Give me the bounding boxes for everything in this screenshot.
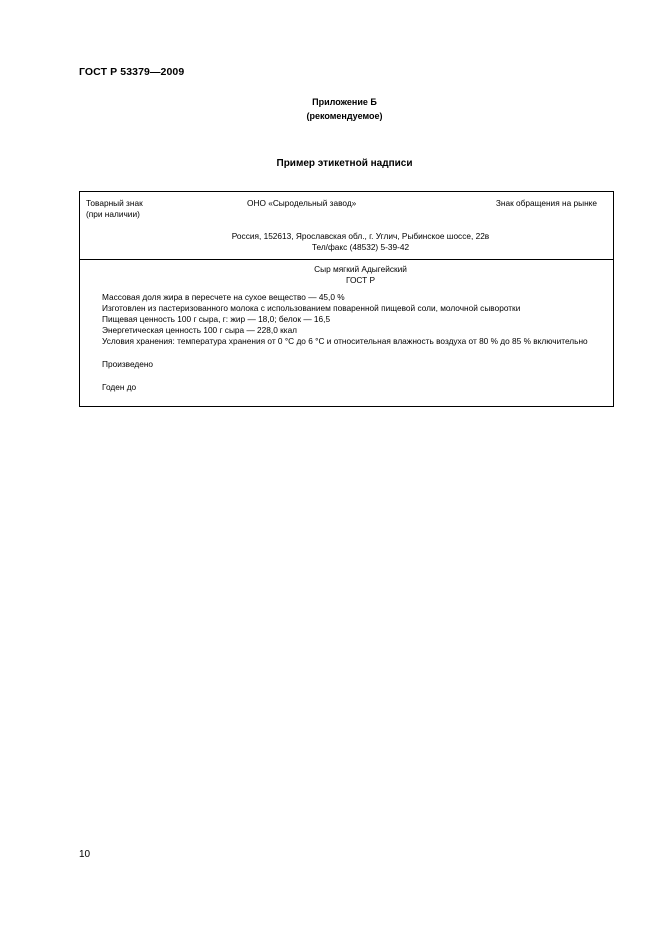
section-title: Пример этикетной надписи [276, 158, 413, 169]
address-line: Россия, 152613, Ярославская обл., г. Углич, Рыбинское шоссе, 22в [231, 231, 490, 241]
page-number: 10 [79, 849, 91, 860]
product-properties [87, 292, 606, 347]
market-mark: Знак обращения на рынке [495, 198, 597, 208]
label-body [80, 260, 613, 393]
product-name: Сыр мягкий Адыгейский [314, 264, 407, 274]
product-standard: ГОСТ Р [345, 275, 376, 285]
annex-title: Приложение Б [312, 97, 377, 107]
phone-line: Тел/факс (48532) 5-39-42 [311, 242, 410, 252]
product-heading [87, 264, 606, 286]
label-header [80, 192, 613, 260]
producer-address [80, 231, 613, 253]
document-code: ГОСТ Р 53379—2009 [79, 66, 185, 78]
annex-heading [0, 95, 661, 123]
label-example-box [79, 191, 614, 407]
trademark-line2: (при наличии) [86, 209, 140, 219]
trademark-line1: Товарный знак [86, 198, 143, 208]
producer-name: ОНО «Сыродельный завод» [247, 198, 357, 208]
property-line: Условия хранения: температура хранения от 0 °С до 6 °С и относительная влажность воздуха от 80 % до 85 % включительно [102, 336, 588, 346]
annex-status: (рекомендуемое) [306, 111, 383, 121]
produced-label: Произведено [102, 359, 154, 369]
best-before-label: Годен до [102, 382, 137, 392]
property-line: Пищевая ценность 100 г сыра, г: жир — 18,0; белок — 16,5 [102, 314, 331, 324]
property-line: Энергетическая ценность 100 г сыра — 228,0 ккал [102, 325, 298, 335]
property-line: Массовая доля жира в пересчете на сухое вещество — 45,0 % [102, 292, 345, 302]
trademark-cell [86, 198, 143, 220]
property-line: Изготовлен из пастеризованного молока с использованием поваренной пищевой соли, молочной сыворотки [102, 303, 521, 313]
